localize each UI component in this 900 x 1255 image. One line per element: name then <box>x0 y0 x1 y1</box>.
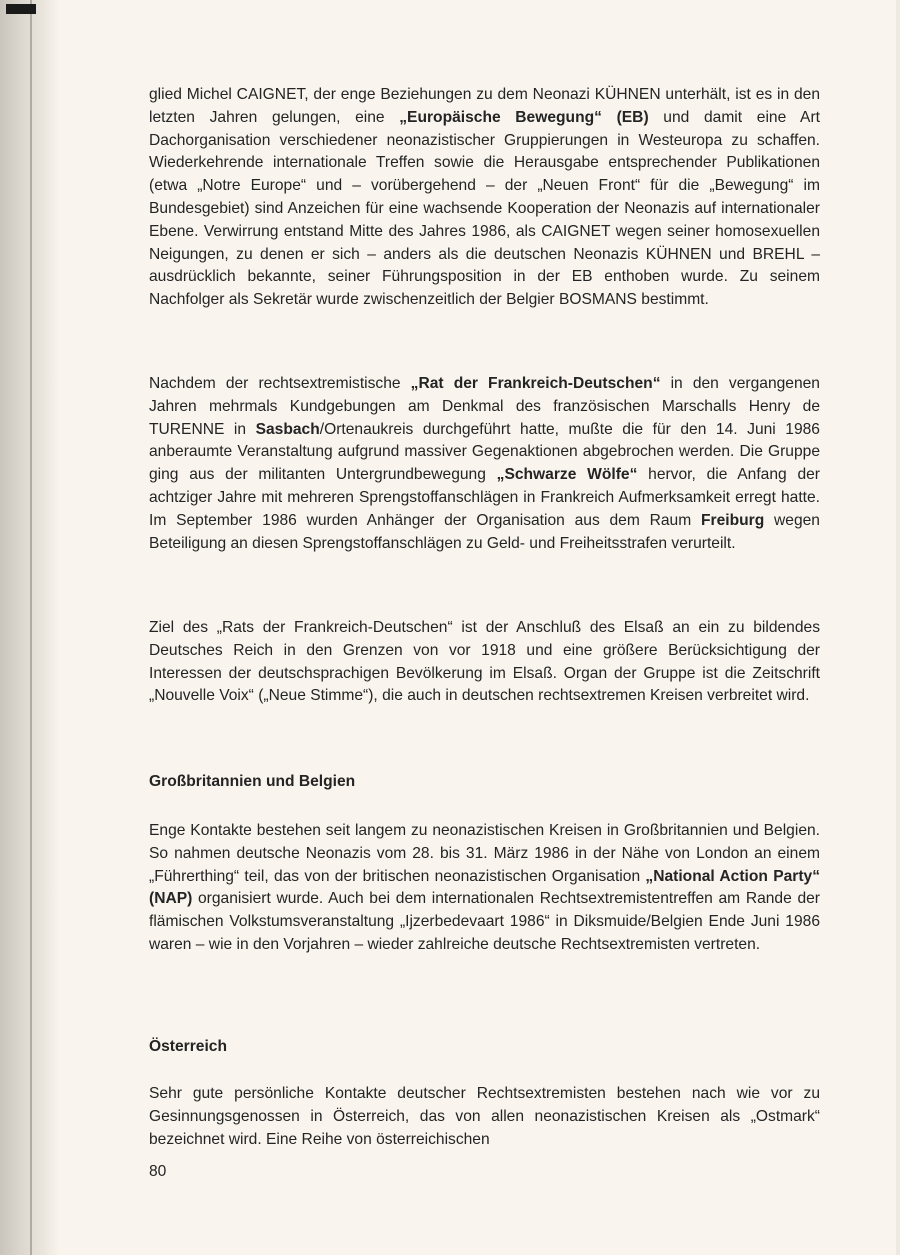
text-run: wegen Beteiligung an diesen Sprengstoffanschlägen zu Geld- und Freiheitsstrafen verurteilt. <box>149 511 820 552</box>
bold-term: „Schwarze Wölfe“ <box>496 466 638 484</box>
section-heading-austria: Österreich <box>149 1038 228 1055</box>
bold-term: Sasbach <box>255 420 320 438</box>
text-run: in den vergangenen Jahren mehrmals Kundgebungen am Denkmal des französischen Marschalls Henry de TURENNE in <box>149 375 820 438</box>
paragraph-text <box>149 820 820 957</box>
paragraph-ziel-elsass <box>149 617 820 708</box>
text-run: Sehr gute persönliche Kontakte deutscher Rechtsextremisten bestehen nach wie vor zu Gesinnungsgenossen in Österreich, das von allen neonazistischen Kreisen als „Ostmark“ bezeichnet wird. Eine Reihe von österreichischen <box>149 1085 820 1148</box>
bold-term: „Rat der Frankreich-Deutschen“ <box>410 375 661 392</box>
paragraph-text <box>149 1083 820 1151</box>
text-run: /Ortenaukreis durchgeführt hatte, mußte die für den 14. Juni 1986 anberaumte Veranstaltung aufgrund massiver Gegenaktionen abgebrochen werden. Die Gruppe ging aus der militanten Untergrundbewegung <box>149 420 820 484</box>
paragraph-uk-belgium-contacts <box>149 820 820 957</box>
text-run: Enge Kontakte bestehen seit langem zu neonazistischen Kreisen in Großbritannien und Belgien. So nahmen deutsche Neonazis vom 28. bis 31. März 1986 in der Nähe von London an einem „Führerthing“ teil, das von der britischen neonazistischen Organisation <box>149 822 820 885</box>
scan-corner-mark <box>6 4 36 14</box>
bold-term: „National Action Party“ (NAP) <box>149 867 821 908</box>
paragraph-text <box>149 84 820 312</box>
scan-spine-line <box>30 0 32 1255</box>
paragraph-rat-frankreich-deutschen <box>149 373 820 555</box>
text-run: glied Michel CAIGNET, der enge Beziehungen zu dem Neonazi KÜHNEN unterhält, ist es in den letzten Jahren gelungen, eine <box>149 86 820 126</box>
text-run: Ziel des „Rats der Frankreich-Deutschen“ ist der Anschluß des Elsaß an ein zu bildendes Deutsches Reich in den Grenzen von vor 1918 und eine größere Berücksichtigung der Interessen der deutschsprachigen Bevölkerung im Elsaß. Organ der Gruppe ist die Zeitschrift „Nouvelle Voix“ („Neue Stimme“), die auch in deutschen rechtsextremen Kreisen verbreitet wird. <box>149 619 820 705</box>
text-run: und damit eine Art Dachorganisation verschiedener neonazistischer Gruppierungen in Westeuropa zu schaffen. Wiederkehrende internationale Treffen sowie die Herausgabe entsprechender Publikationen (etwa „Notre Europe“ und – vorübergehend – der „Neuen Front“ für die „Bewegung“ im Bundesgebiet) sind Anzeichen für eine wachsende Kooperation der Neonazis auf internationaler Ebene. Verwirrung entstand Mitte des Jahres 1986, als CAIGNET wegen seiner homosexuellen Neigungen, zu denen er sich – anders als die deutschen Neonazis KÜHNEN und BREHL – ausdrücklich bekannte, seiner Führungsposition in der EB enthoben wurde. Zu seinem Nachfolger als Sekretär wurde zwischenzeitlich der Belgier BOSMANS bestimmt. <box>149 108 820 309</box>
text-run: Nachdem der rechtsextremistische <box>149 375 411 392</box>
text-run: hervor, die Anfang der achtziger Jahre mit mehreren Sprengstoffanschlägen in Frankreich Aufmerksamkeit erregt hatte. Im September 1986 wurden Anhänger der Organisation aus dem Raum <box>149 466 820 529</box>
page-number: 80 <box>149 1163 167 1180</box>
paragraph-text <box>149 617 820 708</box>
paragraph-eb-caignet <box>149 84 820 312</box>
text-run: organisiert wurde. Auch bei dem internationalen Rechtsextremistentreffen am Rande der flämischen Volkstumsveranstaltung „Ijzerbedevaart 1986“ in Diksmuide/Belgien Ende Juni 1986 waren – wie in den Vorjahren – wieder zahlreiche deutsche Rechtsextremisten vertreten. <box>149 890 820 953</box>
section-heading-uk-belgium: Großbritannien und Belgien <box>149 773 356 790</box>
paragraph-austria-contacts <box>149 1083 820 1151</box>
paragraph-text <box>149 373 820 555</box>
bold-term: „Europäische Bewegung“ (EB) <box>399 108 649 126</box>
scan-right-edge <box>896 0 900 1255</box>
bold-term: Freiburg <box>701 511 765 529</box>
